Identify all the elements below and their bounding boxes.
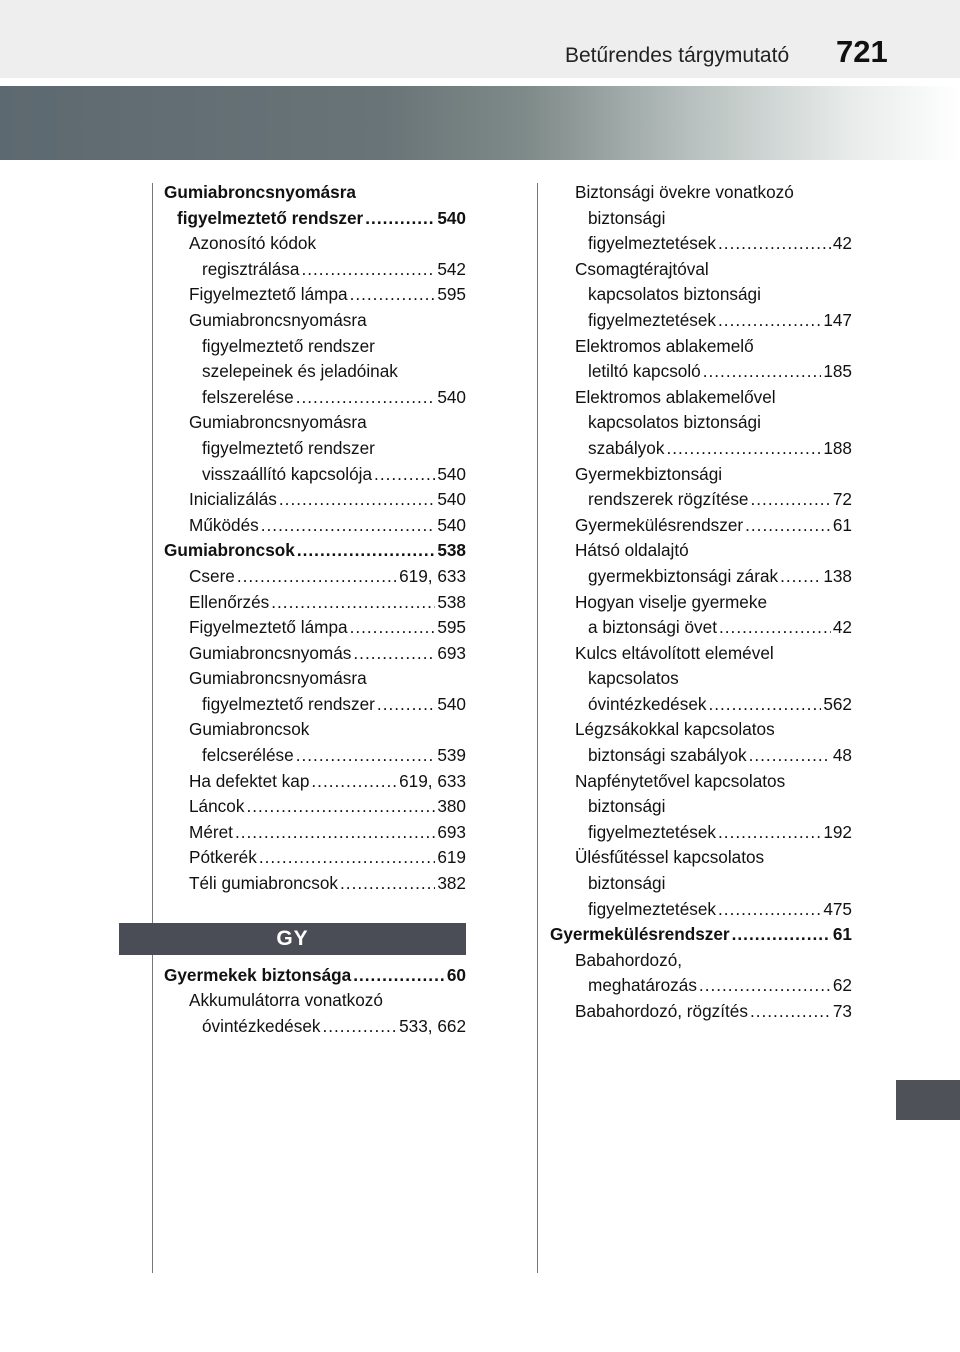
index-entry-line: [189, 436, 466, 462]
index-entry-line: [189, 717, 466, 743]
dot-leader: [745, 513, 831, 539]
index-entry-text: Azonosító kódok: [189, 233, 317, 254]
index-entry-sub: [164, 513, 466, 539]
index-entry-line: [189, 462, 466, 488]
index-entry-text: Pótkerék: [189, 847, 257, 868]
index-entry-text: kapcsolatos biztonsági: [588, 284, 761, 305]
index-entry-line: [189, 359, 466, 385]
index-entry-line: [575, 487, 852, 513]
index-page-ref: 72: [832, 489, 852, 510]
index-entry-sub: [164, 615, 466, 641]
column-rule-left: [152, 183, 153, 1273]
index-entry-line: [575, 462, 852, 488]
index-entry-line: [189, 1014, 466, 1040]
index-entry-text: Ellenőrzés: [189, 591, 270, 612]
dot-leader: [732, 922, 831, 948]
index-entry-line: [575, 359, 852, 385]
dot-leader: [718, 820, 821, 846]
index-entry-text: figyelmeztetések: [588, 821, 717, 842]
index-entry-line: [164, 963, 466, 989]
dot-leader: [296, 385, 436, 411]
index-page-ref: 562: [823, 693, 852, 714]
index-entry-line: [189, 988, 466, 1014]
index-entry-text: Napfénytetővel kapcsolatos: [575, 770, 786, 791]
index-entry-line: [575, 513, 852, 539]
index-entry-sub: [164, 988, 466, 1039]
dot-leader: [311, 769, 397, 795]
index-entry-line: [575, 820, 852, 846]
index-entry-line: [189, 282, 466, 308]
index-page-ref: 619, 633: [399, 565, 466, 586]
index-page-ref: 62: [832, 975, 852, 996]
index-entry-text: regisztrálása: [202, 258, 300, 279]
index-entry-text: Ha defektet kap: [189, 770, 310, 791]
index-entry-sub: [550, 999, 852, 1025]
index-entry-line: [575, 743, 852, 769]
index-entry-text: Láncok: [189, 796, 245, 817]
index-entry-line: [189, 385, 466, 411]
index-entry-line: [575, 897, 852, 923]
dot-leader: [271, 590, 435, 616]
index-entry-line: [575, 948, 852, 974]
index-entry-sub: [550, 948, 852, 999]
index-entry-text: Figyelmeztető lámpa: [189, 617, 348, 638]
index-page-ref: 540: [437, 693, 466, 714]
dot-leader: [301, 257, 435, 283]
index-entry-text: Ülésfűtéssel kapcsolatos: [575, 847, 765, 868]
index-entry-text: Gumiabroncsok: [164, 540, 295, 561]
index-entry-text: a biztonsági övet: [588, 617, 717, 638]
index-entry-line: [189, 590, 466, 616]
index-page-ref: 42: [832, 233, 852, 254]
index-entry-text: Elektromos ablakemelő: [575, 335, 754, 356]
index-page-ref: 693: [437, 821, 466, 842]
index-entry-main: [164, 963, 466, 989]
dot-leader: [718, 308, 821, 334]
index-entry-text: Gumiabroncsnyomásra: [189, 412, 367, 433]
index-entry-line: [189, 308, 466, 334]
index-entry-text: figyelmeztető rendszer: [202, 335, 375, 356]
index-entry-text: Gyermekülésrendszer: [550, 924, 730, 945]
column-rule-middle: [537, 183, 538, 1273]
index-page-ref: 188: [823, 437, 852, 458]
index-entry-text: óvintézkedések: [202, 1015, 321, 1036]
index-entry-sub: [550, 334, 852, 385]
index-entry-sub: [164, 820, 466, 846]
index-page-ref: 533, 662: [399, 1015, 466, 1036]
header-gradient-band: [0, 86, 960, 160]
dot-leader: [751, 487, 831, 513]
index-page-ref: 538: [437, 540, 466, 561]
dot-leader: [718, 231, 831, 257]
index-entry-line: [575, 282, 852, 308]
index-entry-sub: [164, 410, 466, 487]
page-number: 721: [836, 34, 888, 69]
index-entry-line: [575, 180, 852, 206]
index-page-ref: 147: [823, 309, 852, 330]
index-entry-text: Hogyan viselje gyermeke: [575, 591, 768, 612]
dot-leader: [749, 743, 831, 769]
index-entry-sub: [164, 590, 466, 616]
dot-leader: [322, 1014, 397, 1040]
index-entry-text: kapcsolatos: [588, 668, 679, 689]
dot-leader: [377, 692, 435, 718]
index-entry-text: Téli gumiabroncsok: [189, 873, 339, 894]
index-entry-text: biztonsági: [588, 207, 666, 228]
index-entry-sub: [550, 717, 852, 768]
index-entry-text: Kulcs eltávolított elemével: [575, 642, 774, 663]
index-entry-text: visszaállító kapcsolója: [202, 463, 373, 484]
index-entry-line: [164, 206, 466, 232]
index-entry-sub: [164, 564, 466, 590]
index-entry-text: Gyermekek biztonsága: [164, 964, 352, 985]
dot-leader: [666, 436, 821, 462]
dot-leader: [279, 487, 435, 513]
index-entry-line: [575, 666, 852, 692]
index-entry-line: [575, 257, 852, 283]
dot-leader: [353, 963, 445, 989]
index-entry-text: Babahordozó, rögzítés: [575, 1001, 748, 1021]
index-entry-text: biztonsági szabályok: [588, 745, 747, 766]
index-entry-line: [575, 410, 852, 436]
index-entry-line: [575, 615, 852, 641]
index-page-ref: 61: [832, 514, 852, 535]
index-entry-sub: [164, 282, 466, 308]
index-entry-line: [189, 743, 466, 769]
index-entry-sub: [164, 717, 466, 768]
index-entry-line: [164, 180, 466, 206]
index-entry-sub: [164, 794, 466, 820]
index-entry-line: [575, 641, 852, 667]
index-entry-sub: [164, 641, 466, 667]
index-entry-line: [164, 538, 466, 564]
index-entry-sub: [550, 590, 852, 641]
index-entry-line: [575, 999, 852, 1025]
index-entry-line: [575, 845, 852, 871]
index-entry-line: [575, 564, 852, 590]
index-entry-text: Légzsákokkal kapcsolatos: [575, 719, 775, 740]
section-title: Betűrendes tárgymutató: [565, 44, 790, 67]
index-entry-sub: [164, 845, 466, 871]
dot-leader: [235, 820, 435, 846]
index-entry-text: figyelmeztetések: [588, 898, 717, 919]
index-entry-line: [575, 871, 852, 897]
index-page-ref: 540: [437, 386, 466, 407]
dot-leader: [246, 794, 435, 820]
index-entry-text: Babahordozó,: [575, 949, 683, 970]
index-page-ref: 48: [832, 745, 852, 766]
index-entry-line: [189, 564, 466, 590]
index-page-ref: 539: [437, 745, 466, 766]
index-entry-text: gyermekbiztonsági zárak: [588, 565, 779, 586]
index-entry-text: szelepeinek és jeladóinak: [202, 361, 398, 382]
index-page-ref: 540: [437, 514, 466, 535]
index-entry-sub: [164, 666, 466, 717]
index-entry-line: [575, 973, 852, 999]
index-page-ref: 380: [437, 796, 466, 817]
index-entry-sub: [550, 180, 852, 257]
index-entry-text: Akkumulátorra vonatkozó: [189, 990, 383, 1011]
index-entry-line: [575, 590, 852, 616]
index-entry-text: kapcsolatos biztonsági: [588, 412, 761, 433]
index-entry-sub: [550, 257, 852, 334]
index-page-ref: 595: [437, 284, 466, 305]
index-entry-sub: [164, 231, 466, 282]
index-page-ref: 475: [823, 898, 852, 919]
index-entry-line: [575, 334, 852, 360]
index-entry-line: [189, 231, 466, 257]
index-entry-text: Gumiabroncsnyomás: [189, 642, 352, 663]
index-entry-line: [189, 845, 466, 871]
index-column-2: [550, 180, 852, 1025]
index-entry-text: Hátsó oldalajtó: [575, 540, 689, 561]
index-entry-sub: [550, 845, 852, 922]
dot-leader: [297, 538, 435, 564]
index-entry-sub: [550, 769, 852, 846]
index-entry-text: Gyermekülésrendszer: [575, 514, 744, 535]
dot-leader: [237, 564, 397, 590]
index-entry-text: Biztonsági övekre vonatkozó: [575, 182, 794, 202]
index-entry-text: meghatározás: [588, 975, 697, 996]
dot-leader: [718, 897, 821, 923]
index-entry-text: Figyelmeztető lámpa: [189, 284, 348, 305]
index-entry-line: [575, 231, 852, 257]
dot-leader: [350, 615, 436, 641]
index-entry-text: Gumiabroncsnyomásra: [164, 182, 356, 202]
index-entry-line: [189, 820, 466, 846]
index-entry-line: [189, 513, 466, 539]
index-page-ref: 192: [823, 821, 852, 842]
index-entry-sub: [164, 871, 466, 897]
dot-leader: [708, 692, 821, 718]
index-entry-text: rendszerek rögzítése: [588, 489, 749, 510]
index-entry-sub: [164, 308, 466, 410]
index-entry-line: [575, 717, 852, 743]
dot-leader: [719, 615, 831, 641]
index-page-ref: 595: [437, 617, 466, 638]
dot-leader: [365, 206, 435, 232]
index-entry-line: [189, 410, 466, 436]
index-entry-sub: [164, 487, 466, 513]
index-entry-text: felszerelése: [202, 386, 294, 407]
dot-leader: [699, 973, 831, 999]
index-page-ref: 619, 633: [399, 770, 466, 791]
index-entry-text: figyelmeztető rendszer: [202, 693, 375, 714]
index-page-ref: 185: [823, 361, 852, 382]
dot-leader: [261, 513, 436, 539]
header-strip: [0, 0, 960, 78]
index-entry-text: Működés: [189, 514, 259, 535]
index-entry-line: [575, 769, 852, 795]
dot-leader: [750, 999, 831, 1025]
index-entry-line: [575, 692, 852, 718]
index-page-ref: 542: [437, 258, 466, 279]
index-entry-text: Csomagtérajtóval: [575, 258, 709, 279]
index-entry-text: Inicializálás: [189, 489, 277, 510]
index-entry-text: figyelmeztető rendszer: [202, 437, 375, 458]
index-entry-text: letiltó kapcsoló: [588, 361, 701, 382]
index-entry-line: [189, 666, 466, 692]
index-page-ref: 138: [823, 565, 852, 586]
index-entry-text: Gumiabroncsok: [189, 719, 310, 740]
index-entry-line: [575, 206, 852, 232]
index-entry-line: [189, 692, 466, 718]
index-entry-line: [550, 922, 852, 948]
index-page-ref: 619: [437, 847, 466, 868]
index-entry-text: Méret: [189, 821, 233, 842]
index-entry-line: [575, 308, 852, 334]
dot-leader: [350, 282, 436, 308]
index-entry-line: [189, 334, 466, 360]
index-entry-text: figyelmeztetések: [588, 233, 717, 254]
index-entry-text: szabályok: [588, 437, 665, 458]
dot-leader: [374, 462, 435, 488]
index-entry-text: Gumiabroncsnyomásra: [189, 668, 367, 689]
index-entry-sub: [550, 462, 852, 513]
index-entry-line: [575, 538, 852, 564]
index-entry-main: [164, 180, 466, 231]
index-page-ref: 73: [832, 1001, 852, 1021]
index-entry-text: biztonsági: [588, 796, 666, 817]
index-page-ref: 540: [437, 207, 466, 228]
index-entry-sub: [550, 641, 852, 718]
dot-leader: [259, 845, 435, 871]
index-entry-line: [189, 769, 466, 795]
index-entry-line: [575, 794, 852, 820]
index-entry-sub: [550, 385, 852, 462]
index-page-ref: 693: [437, 642, 466, 663]
index-page-ref: 540: [437, 463, 466, 484]
index-entry-sub: [550, 513, 852, 539]
index-entry-sub: [164, 769, 466, 795]
index-entry-text: óvintézkedések: [588, 693, 707, 714]
index-entry-main: [164, 538, 466, 564]
index-entry-line: [575, 385, 852, 411]
index-entry-text: Elektromos ablakemelővel: [575, 386, 776, 407]
index-page-ref: 61: [832, 924, 852, 945]
dot-leader: [703, 359, 822, 385]
index-letter-heading: GY: [119, 923, 466, 955]
index-entry-text: Csere: [189, 565, 235, 586]
index-entry-text: biztonsági: [588, 873, 666, 894]
index-column-1: [164, 180, 466, 1039]
index-entry-line: [189, 794, 466, 820]
index-entry-line: [575, 436, 852, 462]
index-entry-line: [189, 615, 466, 641]
index-entry-line: [189, 871, 466, 897]
index-page-ref: 60: [446, 964, 466, 985]
index-page-ref: 42: [832, 617, 852, 638]
index-entry-line: [189, 257, 466, 283]
dot-leader: [296, 743, 436, 769]
index-entry-text: Gyermekbiztonsági: [575, 463, 723, 484]
index-page-ref: 540: [437, 489, 466, 510]
index-entry-text: figyelmeztetések: [588, 309, 717, 330]
index-entry-text: figyelmeztető rendszer: [177, 207, 364, 228]
index-entry-line: [189, 641, 466, 667]
dot-leader: [353, 641, 435, 667]
thumb-index-tab: [896, 1080, 960, 1120]
index-entry-line: [189, 487, 466, 513]
index-entry-sub: [550, 538, 852, 589]
dot-leader: [340, 871, 435, 897]
dot-leader: [780, 564, 821, 590]
index-entry-main: [550, 922, 852, 948]
index-entry-text: felcserélése: [202, 745, 294, 766]
index-page-ref: 538: [437, 591, 466, 612]
index-page-ref: 382: [437, 873, 466, 894]
index-entry-text: Gumiabroncsnyomásra: [189, 309, 367, 330]
